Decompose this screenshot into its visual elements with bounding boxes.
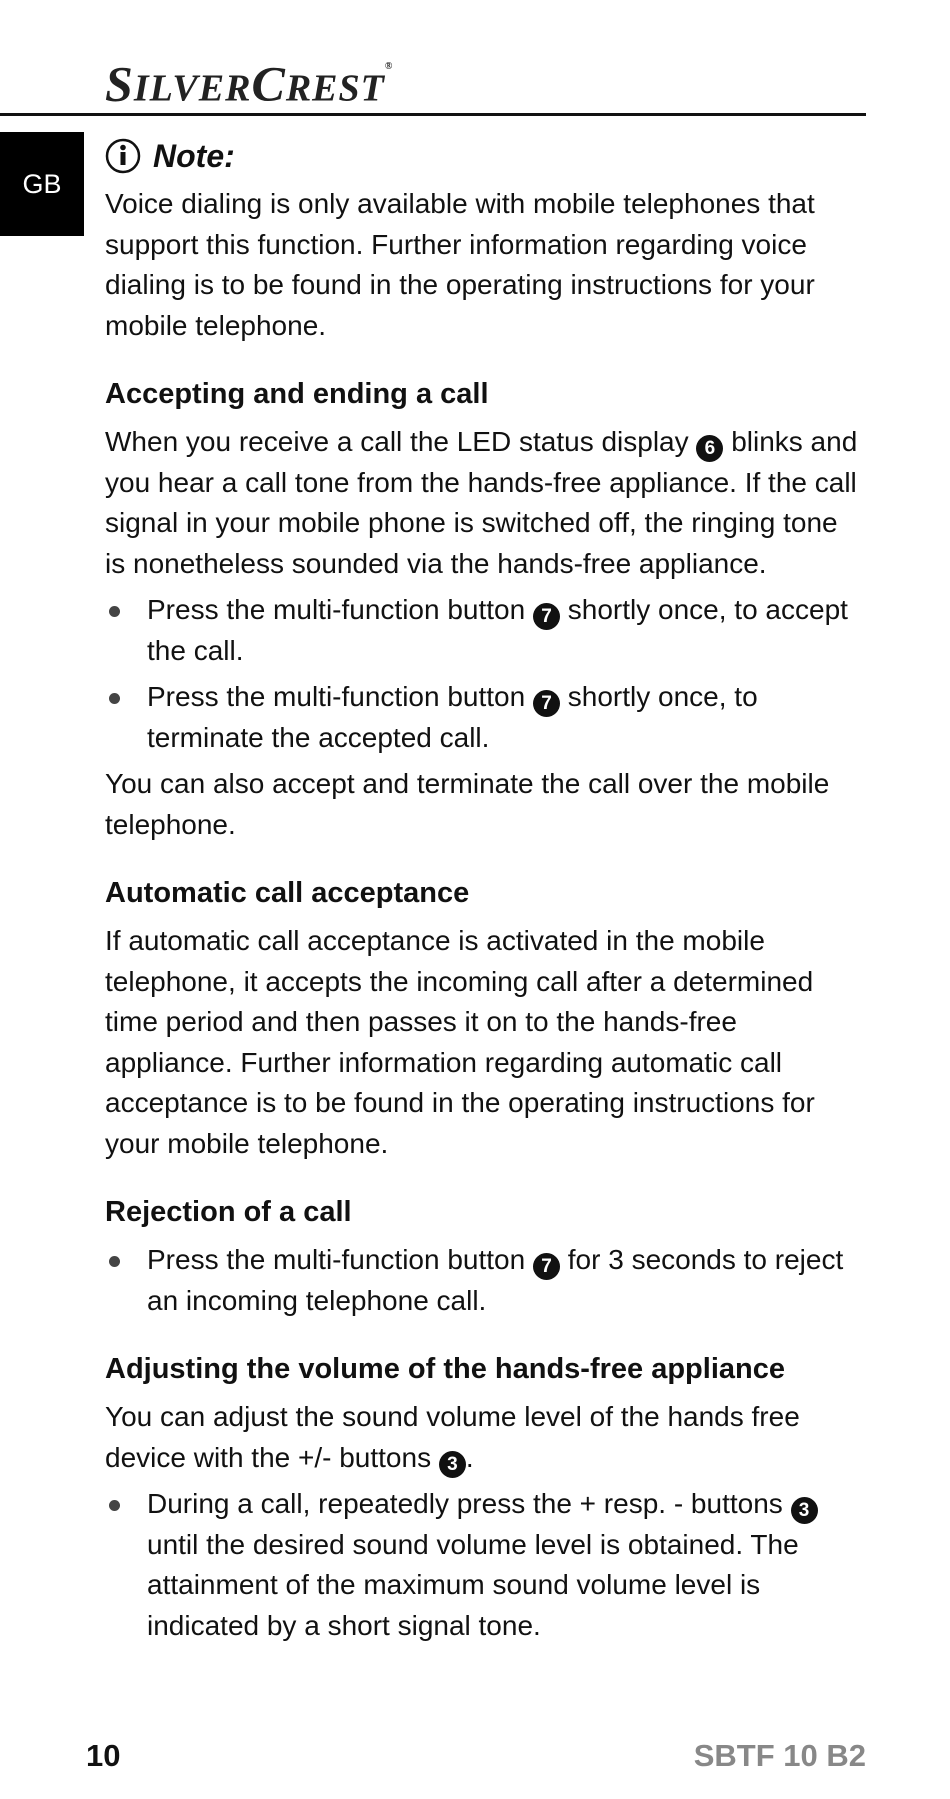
reference-number-badge: 7: [533, 603, 560, 630]
volume-bullet-list: [105, 1484, 865, 1646]
section-heading-rejection: Rejection of a call: [105, 1196, 352, 1228]
reference-number-badge: 3: [791, 1497, 818, 1524]
page-content: [105, 130, 865, 1652]
rejection-bullet-list: [105, 1240, 865, 1321]
header-rule: [0, 113, 866, 116]
bullet-dot-icon: [109, 1500, 120, 1511]
reference-number-badge: 6: [696, 435, 723, 462]
accepting-bullet-list: [105, 590, 865, 758]
reference-number-badge: 3: [439, 1451, 466, 1478]
list-item: Press the multi-function button 7 shortly once, to accept the call.: [105, 590, 865, 671]
list-item: During a call, repeatedly press the + resp. - buttons 3 until the desired sound volume level is obtained. The attainment of the maximum sound volume level is indicated by a short signal tone.: [105, 1484, 865, 1646]
reference-number-badge: 7: [533, 1253, 560, 1280]
automatic-paragraph: If automatic call acceptance is activated in the mobile telephone, it accepts the incoming call after a determined time period and then passes it on to the hands-free appliance. Further information regarding automatic call acceptance is to be found in the operating instructions for your mobile telephone.: [105, 925, 815, 1159]
note-header: [105, 130, 865, 182]
brand-logo: SILVERCREST®: [105, 55, 394, 112]
note-title: Note:: [153, 137, 235, 174]
page-number: 10: [86, 1738, 121, 1773]
note-text: Voice dialing is only available with mobile telephones that support this function. Further information regarding voice dialing is to be found in the operating instructions for your mobile telephone.: [105, 188, 815, 341]
volume-paragraph: You can adjust the sound volume level of the hands free device with the +/- buttons 3 .: [105, 1397, 865, 1478]
section-heading-accepting: Accepting and ending a call: [105, 378, 489, 410]
language-tab: GB: [0, 132, 84, 236]
reference-number-badge: 7: [533, 690, 560, 717]
accepting-paragraph-2: You can also accept and terminate the call over the mobile telephone.: [105, 768, 830, 840]
section-heading-automatic: Automatic call acceptance: [105, 877, 470, 909]
model-number: SBTF 10 B2: [693, 1738, 866, 1773]
accepting-paragraph: When you receive a call the LED status display 6 blinks and you hear a call tone from the hands-free appliance. If the call signal in your mobile phone is switched off, the ringing tone is nonetheless sounded via the hands-free appliance.: [105, 426, 858, 579]
list-item: Press the multi-function button 7 shortly once, to terminate the accepted call.: [105, 677, 865, 758]
bullet-dot-icon: [109, 606, 120, 617]
list-item: Press the multi-function button 7 for 3 seconds to reject an incoming telephone call.: [105, 1240, 865, 1321]
bullet-dot-icon: [109, 1256, 120, 1267]
bullet-dot-icon: [109, 693, 120, 704]
info-icon: [105, 138, 141, 174]
section-heading-volume: Adjusting the volume of the hands-free appliance: [105, 1353, 785, 1385]
